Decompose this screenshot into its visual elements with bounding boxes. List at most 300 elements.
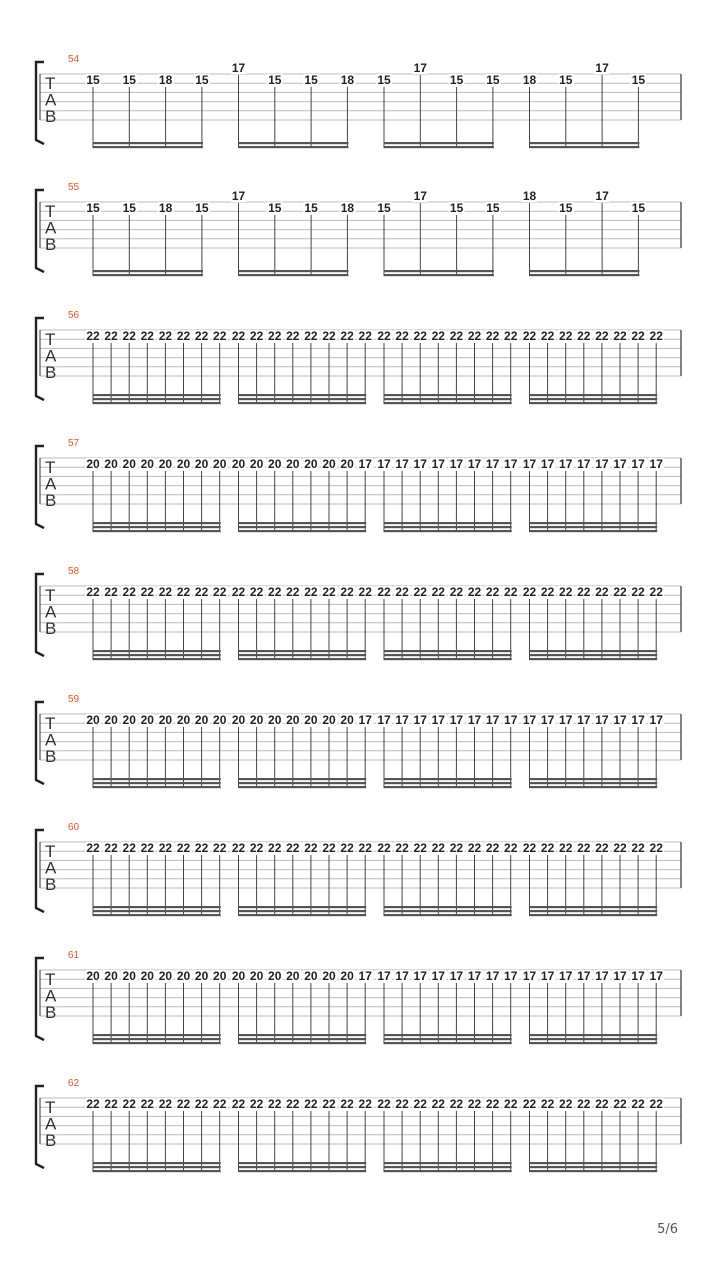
fret-number: 22: [413, 1097, 427, 1111]
beam: [239, 782, 367, 784]
fret-number: 22: [176, 585, 191, 599]
fret-number: 22: [559, 1097, 573, 1111]
beam: [384, 274, 494, 276]
beam: [384, 658, 512, 660]
fret-number: 22: [431, 585, 445, 599]
fret-number: 20: [194, 457, 209, 471]
beam: [530, 522, 658, 524]
fret-number: 22: [194, 329, 209, 343]
fret-number: 22: [395, 841, 409, 855]
fret-number: 22: [540, 1097, 555, 1111]
fret-number: 22: [140, 585, 154, 599]
beam: [530, 1170, 658, 1172]
fret-number: 15: [304, 201, 318, 215]
tab-letter-b: B: [45, 619, 57, 638]
fret-number: 22: [249, 329, 264, 343]
fret-number: 22: [467, 329, 482, 343]
beam: [530, 906, 658, 908]
beam: [384, 1166, 512, 1168]
fret-number: 15: [86, 73, 100, 87]
fret-number: 22: [559, 329, 573, 343]
fret-number: 22: [504, 329, 518, 343]
tab-system: [0, 182, 720, 314]
fret-number: 22: [322, 841, 336, 855]
beam: [93, 782, 221, 784]
beam: [384, 530, 512, 532]
beam: [239, 786, 367, 788]
fret-number: 22: [358, 1097, 372, 1111]
fret-number: 22: [577, 841, 591, 855]
beam: [93, 658, 221, 660]
tab-system: [0, 1078, 720, 1210]
fret-number: 22: [631, 841, 645, 855]
fret-number: 22: [522, 1097, 537, 1111]
beam: [384, 142, 494, 144]
fret-number: 17: [559, 457, 573, 471]
fret-number: 22: [358, 329, 372, 343]
beam: [384, 654, 512, 656]
fret-number: 17: [413, 189, 427, 203]
fret-number: 20: [286, 457, 300, 471]
fret-number: 20: [158, 969, 173, 983]
fret-number: 22: [286, 585, 300, 599]
fret-number: 22: [340, 329, 354, 343]
beam: [93, 914, 221, 916]
fret-number: 17: [358, 457, 372, 471]
fret-number: 22: [86, 1097, 100, 1111]
fret-number: 22: [377, 1097, 391, 1111]
fret-number: 18: [340, 201, 355, 215]
beam: [93, 906, 221, 908]
beam: [530, 526, 658, 528]
fret-number: 22: [485, 329, 500, 343]
fret-number: 17: [595, 969, 609, 983]
beam: [93, 394, 221, 396]
beam: [530, 394, 658, 396]
fret-number: 20: [249, 457, 264, 471]
fret-number: 22: [431, 1097, 445, 1111]
fret-number: 22: [104, 585, 118, 599]
beam: [239, 402, 367, 404]
fret-number: 22: [122, 1097, 136, 1111]
fret-number: 17: [413, 969, 427, 983]
tab-letter-b: B: [45, 875, 57, 894]
fret-number: 22: [577, 1097, 591, 1111]
fret-number: 17: [540, 713, 555, 727]
fret-number: 22: [431, 841, 445, 855]
fret-number: 22: [249, 1097, 264, 1111]
fret-number: 22: [540, 329, 555, 343]
fret-number: 22: [577, 329, 591, 343]
fret-number: 22: [358, 841, 372, 855]
beam: [384, 1042, 512, 1044]
fret-number: 15: [631, 201, 646, 215]
fret-number: 18: [158, 73, 173, 87]
fret-number: 17: [504, 713, 518, 727]
fret-number: 22: [613, 841, 627, 855]
beam: [239, 658, 367, 660]
fret-number: 20: [176, 713, 191, 727]
measure-number: 55: [68, 182, 80, 193]
tab-letter-a: A: [45, 346, 57, 366]
fret-number: 22: [595, 329, 609, 343]
tab-letter-t: T: [45, 1098, 56, 1117]
tab-letter-a: A: [45, 90, 57, 110]
tab-staff-svg: [0, 438, 720, 570]
tab-letter-b: B: [45, 1003, 57, 1022]
fret-number: 20: [286, 969, 300, 983]
beam: [530, 398, 658, 400]
fret-number: 20: [231, 457, 246, 471]
fret-number: 22: [431, 329, 445, 343]
beam: [93, 398, 221, 400]
fret-number: 17: [577, 969, 591, 983]
fret-number: 22: [449, 585, 464, 599]
fret-number: 15: [122, 73, 136, 87]
tab-letter-t: T: [45, 330, 56, 349]
beam: [93, 1166, 221, 1168]
fret-number: 22: [158, 585, 173, 599]
fret-number: 22: [377, 329, 391, 343]
fret-number: 17: [431, 457, 445, 471]
measure-number: 56: [68, 310, 80, 321]
beam: [384, 146, 494, 148]
fret-number: 22: [86, 329, 100, 343]
tab-letter-a: A: [45, 474, 57, 494]
fret-number: 22: [176, 329, 191, 343]
beam: [93, 654, 221, 656]
fret-number: 20: [286, 713, 300, 727]
fret-number: 17: [631, 969, 645, 983]
measure-number: 58: [68, 566, 80, 577]
fret-number: 20: [249, 969, 264, 983]
fret-number: 15: [195, 201, 209, 215]
fret-number: 17: [467, 457, 482, 471]
fret-number: 20: [268, 713, 282, 727]
fret-number: 22: [485, 1097, 500, 1111]
fret-number: 22: [249, 841, 264, 855]
fret-number: 17: [449, 457, 464, 471]
fret-number: 22: [522, 585, 537, 599]
fret-number: 22: [304, 585, 318, 599]
tab-system: [0, 310, 720, 442]
beam: [239, 270, 349, 272]
beam: [530, 1162, 658, 1164]
tab-system: [0, 54, 720, 186]
fret-number: 17: [449, 969, 464, 983]
beam: [530, 654, 658, 656]
fret-number: 17: [613, 969, 627, 983]
fret-number: 17: [395, 969, 409, 983]
beam: [239, 398, 367, 400]
tab-staff-svg: [0, 566, 720, 698]
fret-number: 20: [304, 969, 318, 983]
beam: [384, 526, 512, 528]
measure-number: 57: [68, 438, 80, 449]
fret-number: 22: [377, 585, 391, 599]
fret-number: 22: [449, 1097, 464, 1111]
beam: [530, 786, 658, 788]
fret-number: 22: [504, 585, 518, 599]
fret-number: 22: [595, 585, 609, 599]
tab-system: [0, 438, 720, 570]
fret-number: 15: [377, 73, 391, 87]
beam: [384, 778, 512, 780]
tab-letter-t: T: [45, 458, 56, 477]
tab-letter-t: T: [45, 714, 56, 733]
fret-number: 22: [467, 1097, 482, 1111]
fret-number: 20: [122, 713, 136, 727]
beam: [530, 658, 658, 660]
fret-number: 22: [540, 585, 555, 599]
fret-number: 20: [268, 457, 282, 471]
fret-number: 22: [649, 1097, 663, 1111]
tab-staff-svg: [0, 950, 720, 1082]
tab-letter-b: B: [45, 1131, 57, 1150]
tab-letter-a: A: [45, 218, 57, 238]
beam: [530, 782, 658, 784]
fret-number: 15: [559, 73, 573, 87]
fret-number: 17: [485, 457, 500, 471]
fret-number: 22: [104, 841, 118, 855]
fret-number: 20: [176, 969, 191, 983]
fret-number: 17: [522, 969, 537, 983]
fret-number: 22: [613, 329, 627, 343]
measure-number: 61: [68, 950, 80, 961]
beam: [384, 270, 494, 272]
fret-number: 22: [304, 841, 318, 855]
beam: [530, 910, 658, 912]
beam: [239, 274, 349, 276]
beam: [530, 650, 658, 652]
fret-number: 17: [595, 189, 609, 203]
fret-number: 17: [522, 713, 537, 727]
fret-number: 22: [467, 841, 482, 855]
fret-number: 22: [231, 841, 246, 855]
fret-number: 17: [613, 457, 627, 471]
beam: [384, 522, 512, 524]
tab-staff-svg: [0, 822, 720, 954]
fret-number: 22: [140, 841, 154, 855]
beam: [384, 394, 512, 396]
fret-number: 17: [540, 457, 555, 471]
fret-number: 17: [577, 713, 591, 727]
fret-number: 22: [213, 841, 227, 855]
fret-number: 17: [504, 457, 518, 471]
fret-number: 17: [631, 713, 645, 727]
tab-letter-b: B: [45, 363, 57, 382]
fret-number: 22: [104, 1097, 118, 1111]
beam: [239, 914, 367, 916]
beam: [239, 1034, 367, 1036]
fret-number: 20: [322, 457, 336, 471]
tab-letter-t: T: [45, 74, 56, 93]
fret-number: 17: [595, 457, 609, 471]
fret-number: 22: [613, 1097, 627, 1111]
beam: [530, 1038, 658, 1040]
fret-number: 17: [395, 713, 409, 727]
beam: [93, 526, 221, 528]
fret-number: 22: [649, 585, 663, 599]
fret-number: 20: [176, 457, 191, 471]
fret-number: 22: [286, 841, 300, 855]
fret-number: 20: [340, 457, 354, 471]
fret-number: 22: [395, 585, 409, 599]
fret-number: 22: [286, 329, 300, 343]
fret-number: 22: [540, 841, 555, 855]
fret-number: 20: [231, 969, 246, 983]
beam: [530, 142, 640, 144]
fret-number: 20: [340, 713, 354, 727]
measure-number: 60: [68, 822, 80, 833]
beam: [530, 1034, 658, 1036]
fret-number: 22: [522, 841, 537, 855]
beam: [239, 394, 367, 396]
fret-number: 20: [213, 969, 227, 983]
beam: [93, 650, 221, 652]
beam: [239, 906, 367, 908]
beam: [384, 1038, 512, 1040]
fret-number: 17: [377, 457, 391, 471]
beam: [239, 1166, 367, 1168]
fret-number: 22: [268, 585, 282, 599]
tab-letter-a: A: [45, 986, 57, 1006]
fret-number: 15: [449, 73, 464, 87]
fret-number: 17: [395, 457, 409, 471]
beam: [384, 782, 512, 784]
measure-number: 62: [68, 1078, 80, 1089]
fret-number: 20: [86, 457, 100, 471]
fret-number: 22: [286, 1097, 300, 1111]
fret-number: 22: [449, 329, 464, 343]
tab-staff-svg: [0, 310, 720, 442]
beam: [239, 146, 349, 148]
beam: [93, 1170, 221, 1172]
fret-number: 22: [522, 329, 537, 343]
beam: [93, 270, 203, 272]
fret-number: 22: [631, 1097, 645, 1111]
fret-number: 17: [431, 713, 445, 727]
fret-number: 17: [358, 969, 372, 983]
fret-number: 22: [176, 841, 191, 855]
fret-number: 20: [322, 713, 336, 727]
fret-number: 22: [194, 841, 209, 855]
tab-letter-a: A: [45, 1114, 57, 1134]
fret-number: 22: [340, 585, 354, 599]
fret-number: 20: [122, 969, 136, 983]
fret-number: 22: [413, 585, 427, 599]
fret-number: 22: [194, 1097, 209, 1111]
fret-number: 22: [322, 585, 336, 599]
fret-number: 17: [577, 457, 591, 471]
fret-number: 22: [485, 841, 500, 855]
fret-number: 20: [140, 713, 154, 727]
fret-number: 22: [122, 585, 136, 599]
fret-number: 22: [158, 329, 173, 343]
fret-number: 15: [631, 73, 646, 87]
beam: [384, 398, 512, 400]
beam: [384, 786, 512, 788]
tab-letter-b: B: [45, 491, 57, 510]
beam: [93, 786, 221, 788]
fret-number: 22: [504, 841, 518, 855]
fret-number: 18: [522, 189, 537, 203]
fret-number: 20: [158, 713, 173, 727]
tab-letter-a: A: [45, 730, 57, 750]
tab-staff-svg: [0, 1078, 720, 1210]
beam: [239, 778, 367, 780]
fret-number: 20: [194, 713, 209, 727]
tab-letter-b: B: [45, 235, 57, 254]
fret-number: 20: [86, 713, 100, 727]
tab-staff-svg: [0, 54, 720, 186]
beam: [93, 1034, 221, 1036]
fret-number: 18: [158, 201, 173, 215]
fret-number: 18: [522, 73, 537, 87]
fret-number: 17: [413, 713, 427, 727]
fret-number: 17: [559, 713, 573, 727]
fret-number: 22: [504, 1097, 518, 1111]
fret-number: 22: [249, 585, 264, 599]
fret-number: 20: [249, 713, 264, 727]
fret-number: 20: [122, 457, 136, 471]
beam: [530, 1042, 658, 1044]
fret-number: 17: [231, 61, 246, 75]
fret-number: 17: [358, 713, 372, 727]
fret-number: 22: [559, 841, 573, 855]
beam: [93, 402, 221, 404]
fret-number: 22: [340, 1097, 354, 1111]
fret-number: 22: [649, 841, 663, 855]
fret-number: 17: [449, 713, 464, 727]
fret-number: 15: [268, 73, 282, 87]
fret-number: 22: [104, 329, 118, 343]
tab-system: [0, 566, 720, 698]
tab-letter-t: T: [45, 842, 56, 861]
fret-number: 17: [649, 969, 663, 983]
beam: [93, 1042, 221, 1044]
fret-number: 20: [304, 457, 318, 471]
beam: [93, 1162, 221, 1164]
fret-number: 22: [140, 329, 154, 343]
fret-number: 22: [268, 1097, 282, 1111]
fret-number: 22: [631, 329, 645, 343]
fret-number: 22: [449, 841, 464, 855]
beam: [93, 778, 221, 780]
beam: [239, 1042, 367, 1044]
fret-number: 22: [122, 841, 136, 855]
fret-number: 20: [213, 457, 227, 471]
tab-letter-a: A: [45, 602, 57, 622]
fret-number: 22: [122, 329, 136, 343]
beam: [239, 654, 367, 656]
fret-number: 20: [104, 713, 118, 727]
beam: [239, 1162, 367, 1164]
beam: [530, 146, 640, 148]
tab-letter-a: A: [45, 858, 57, 878]
fret-number: 15: [559, 201, 573, 215]
fret-number: 15: [377, 201, 391, 215]
beam: [384, 402, 512, 404]
fret-number: 22: [194, 585, 209, 599]
tab-letter-b: B: [45, 107, 57, 126]
fret-number: 17: [504, 969, 518, 983]
fret-number: 18: [340, 73, 355, 87]
fret-number: 17: [431, 969, 445, 983]
fret-number: 20: [340, 969, 354, 983]
beam: [530, 1166, 658, 1168]
fret-number: 17: [559, 969, 573, 983]
